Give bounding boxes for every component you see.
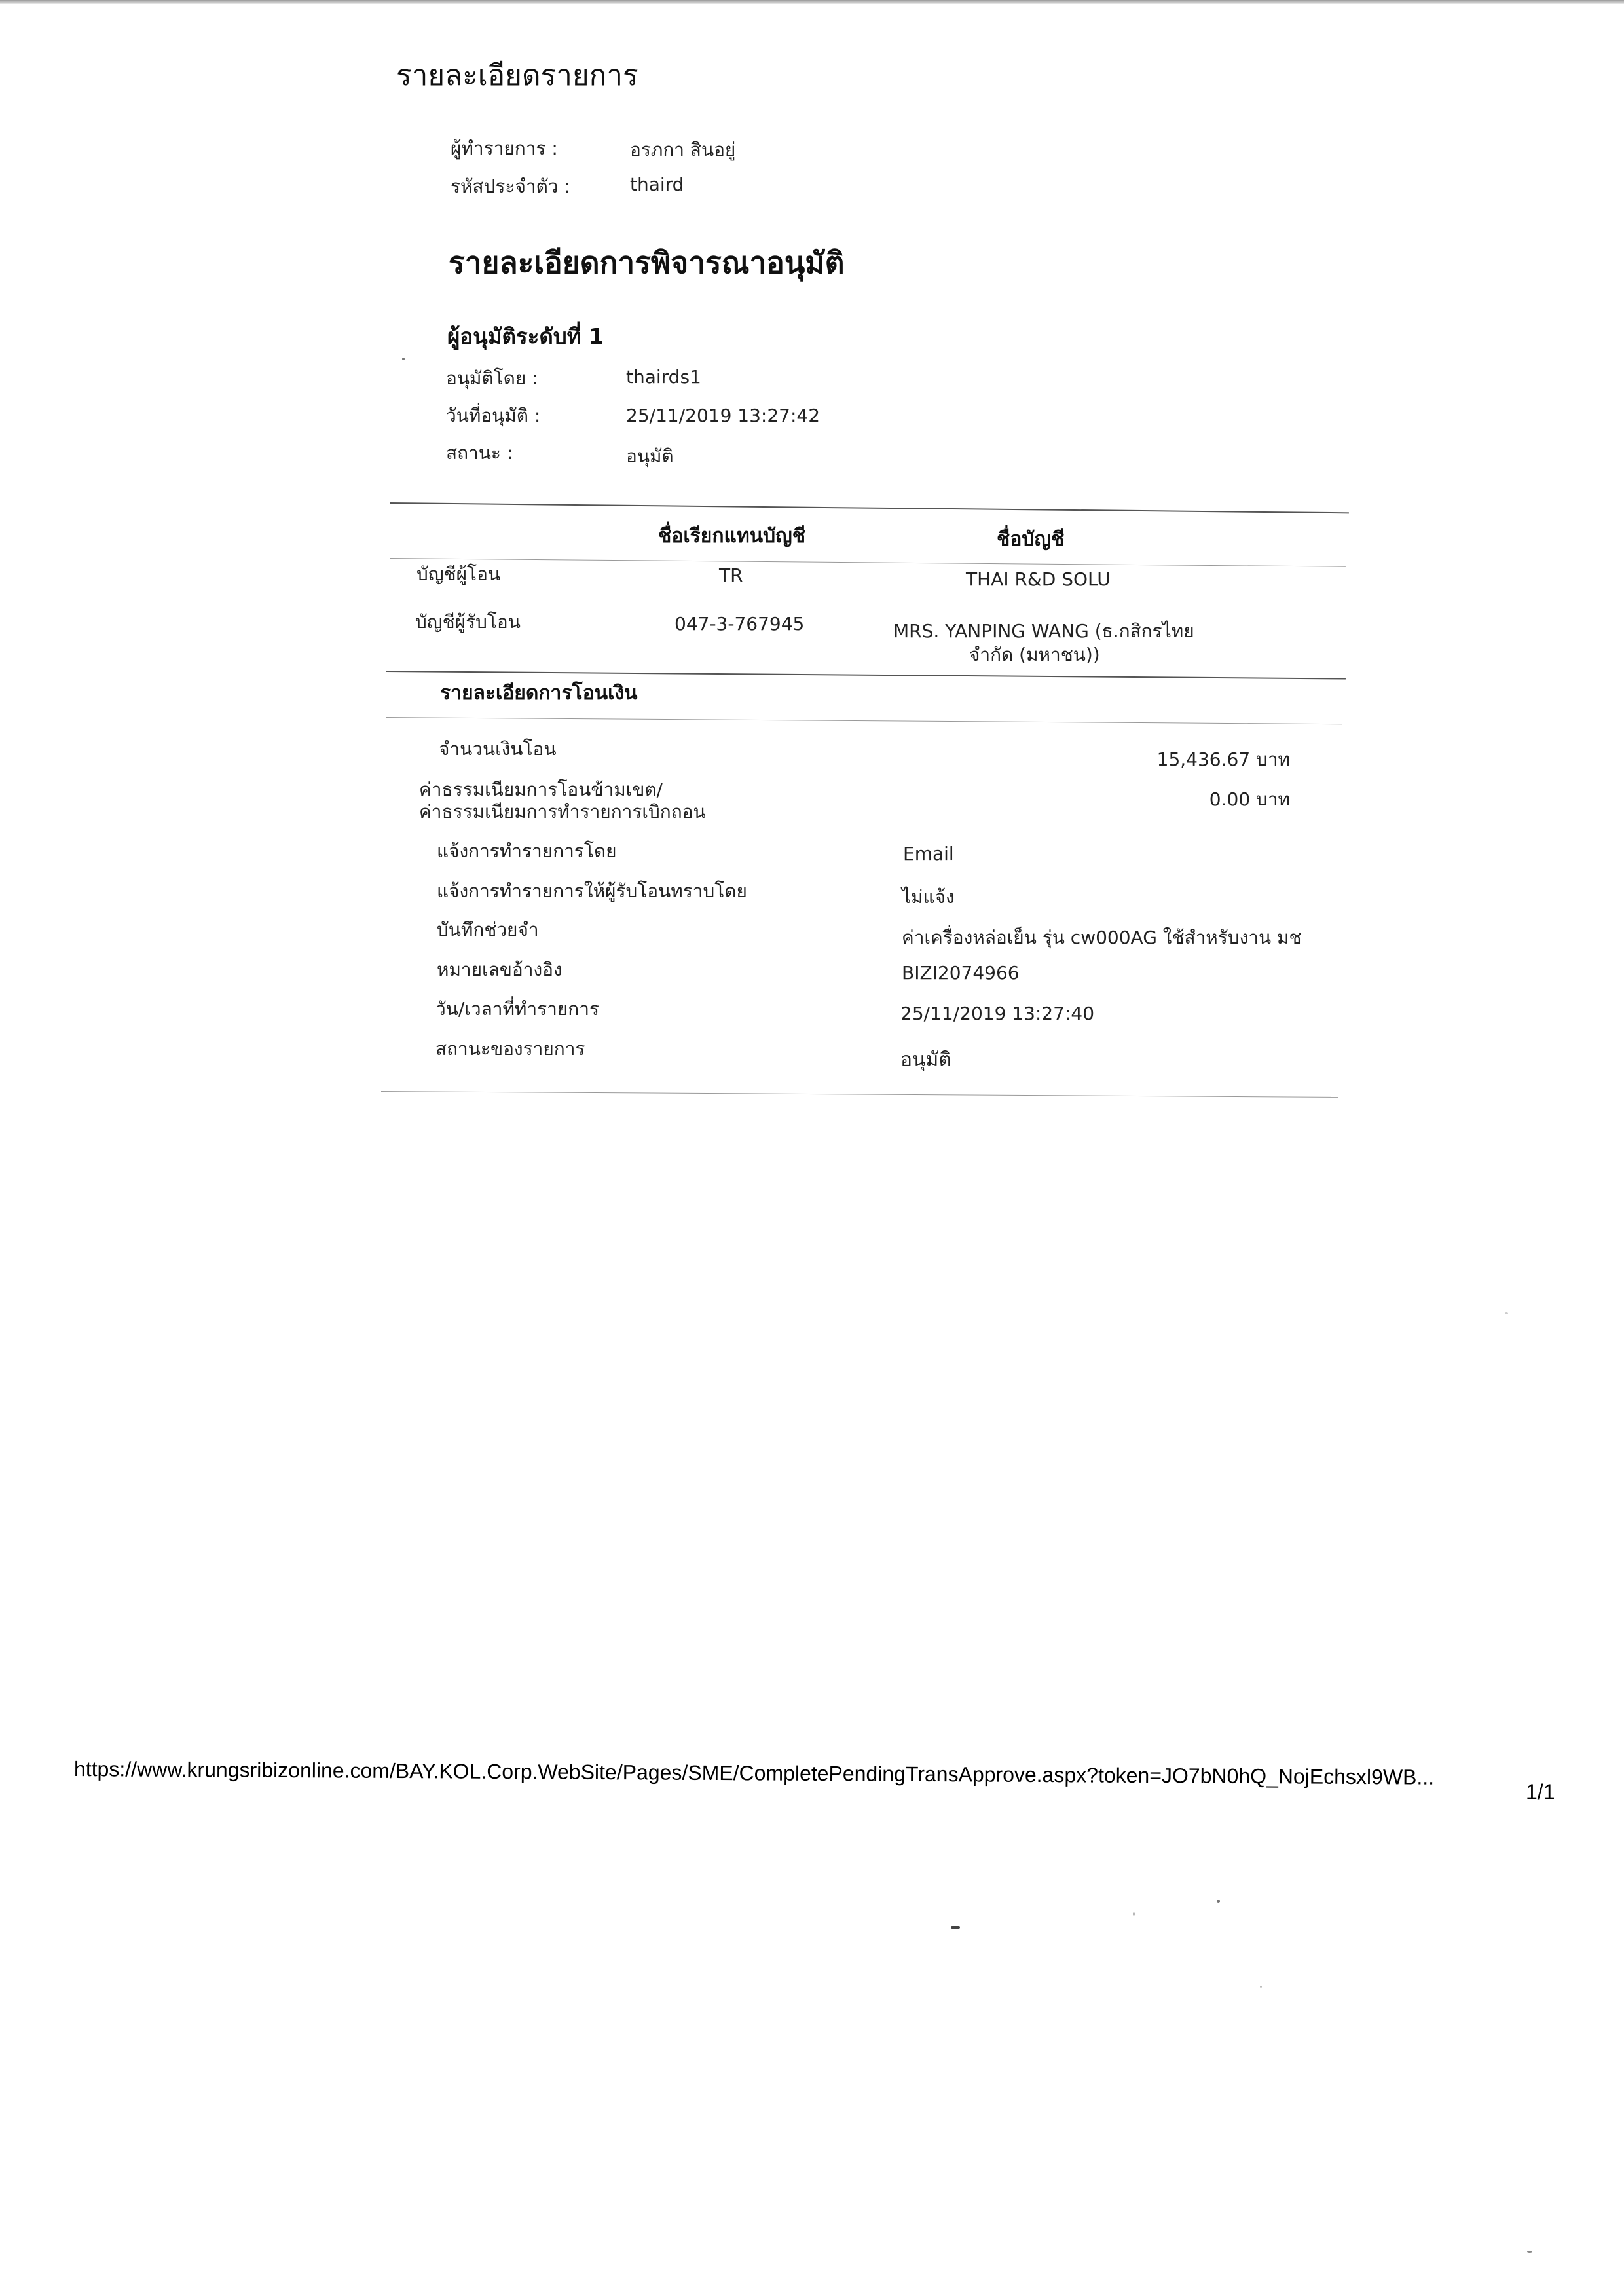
notify-value: Email [903,843,954,864]
col-header-account-name: ชื่อบัญชี [997,528,1065,551]
to-account-name-line1: MRS. YANPING WANG (ธ.กสิกรไทย [893,620,1194,642]
scan-speck [1527,2251,1532,2253]
reference-label: หมายเลขอ้างอิง [437,959,563,980]
scan-speck [402,358,405,360]
scan-edge [0,0,1624,4]
approved-by-value: thairds1 [626,366,701,388]
user-id-label: รหัสประจำตัว : [451,176,570,197]
approved-by-label: อนุมัติโดย : [446,367,538,389]
from-account-name: THAI R&D SOLU [966,568,1111,590]
notify-label: แจ้งการทำรายการโดย [437,840,617,862]
approval-status-label: สถานะ : [446,442,513,464]
transfer-header-rule [386,717,1342,724]
approval-section-title: รายละเอียดการพิจารณาอนุมัติ [449,245,845,280]
scan-speck [1217,1900,1220,1903]
reference-value: BIZI2074966 [902,962,1020,984]
footer-page-number: 1/1 [1526,1780,1555,1804]
page-title: รายละเอียดรายการ [396,59,638,92]
to-account-number: 047-3-767945 [674,613,805,635]
maker-label: ผู้ทำรายการ : [451,138,558,159]
transaction-datetime-value: 25/11/2019 13:27:40 [900,1003,1095,1024]
amount-value: 15,436.67 บาท [1156,749,1290,770]
table-header-rule [390,558,1346,567]
notify-receiver-label: แจ้งการทำรายการให้ผู้รับโอนทราบโดย [437,880,747,902]
fee-label-line1: ค่าธรรมเนียมการโอนข้ามเขต/ [419,779,663,800]
transaction-status-label: สถานะของรายการ [435,1038,585,1060]
from-account-label: บัญชีผู้โอน [416,563,501,585]
amount-label: จำนวนเงินโอน [439,738,557,760]
user-id-value: thaird [630,174,684,195]
transaction-status-value: อนุมัติ [900,1048,951,1071]
transfer-bottom-rule [381,1091,1338,1098]
memo-label: บันทึกช่วยจำ [437,919,539,940]
maker-value: อรภกา สินอยู่ [630,139,736,160]
notify-receiver-value: ไม่แจ้ง [902,886,955,908]
approved-date-value: 25/11/2019 13:27:42 [626,405,821,426]
approval-status-value: อนุมัติ [626,445,674,467]
col-header-nickname: ชื่อเรียกแทนบัญชี [658,525,806,547]
fee-value: 0.00 บาท [1209,788,1290,810]
scan-speck [1133,1912,1135,1916]
scan-speck [951,1926,960,1929]
footer-url: https://www.krungsribizonline.com/BAY.KOL.Corp.WebSite/Pages/SME/CompletePendingTransApprove.aspx?token=JO7bN0hQ_NojEchsxl9WB... [73,1757,1435,1789]
transfer-section-title: รายละเอียดการโอนเงิน [440,682,638,705]
fee-label-line2: ค่าธรรมเนียมการทำรายการเบิกถอน [419,801,706,823]
memo-value: ค่าเครื่องหล่อเย็น รุ่น cw000AG ใช้สำหรับงาน มช [902,927,1302,948]
table-top-rule [390,502,1349,513]
approver-level-title: ผู้อนุมัติระดับที่ 1 [447,324,604,349]
approved-date-label: วันที่อนุมัติ : [446,405,541,426]
to-account-label: บัญชีผู้รับโอน [415,611,521,633]
to-account-name-line2: จำกัด (มหาชน)) [969,644,1100,665]
scan-speck [1260,1986,1262,1988]
from-account-nickname: TR [719,565,743,586]
scan-speck [1505,1312,1508,1314]
transaction-datetime-label: วัน/เวลาที่ทำรายการ [435,998,599,1020]
